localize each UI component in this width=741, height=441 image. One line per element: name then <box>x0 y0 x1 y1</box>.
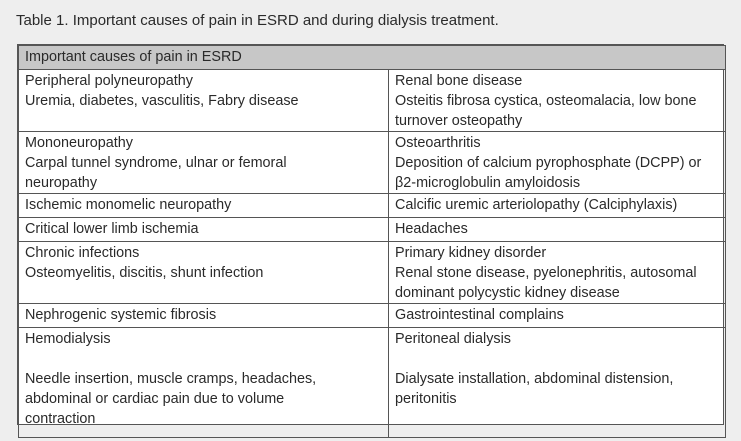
table-row <box>19 328 726 438</box>
cell-spacer <box>25 349 384 369</box>
cell-detail: peritonitis <box>395 391 457 407</box>
cell-heading: Gastrointestinal complains <box>395 307 564 323</box>
cell-heading: Mononeuropathy <box>25 135 134 151</box>
table-cell-right <box>389 242 726 304</box>
cell-detail: β2-microglobulin amyloidosis <box>395 175 581 191</box>
table-cell-right <box>389 304 726 328</box>
table-cell-right <box>389 132 726 194</box>
cell-detail: abdominal or cardiac pain due to volume <box>25 391 285 407</box>
table-grid <box>18 45 726 438</box>
table-cell-left <box>19 194 389 218</box>
table-cell-right <box>389 218 726 242</box>
table-header-text: Important causes of pain in ESRD <box>25 49 242 65</box>
table-row <box>19 304 726 328</box>
cell-heading: Peripheral polyneuropathy <box>25 73 194 89</box>
table-cell-left <box>19 242 389 304</box>
cell-spacer <box>395 349 721 369</box>
table-cell-left <box>19 304 389 328</box>
cell-detail: Carpal tunnel syndrome, ulnar or femoral <box>25 155 287 171</box>
table-row <box>19 194 726 218</box>
cell-heading: Hemodialysis <box>25 331 111 347</box>
table-caption: Table 1. Important causes of pain in ESRD and during dialysis treatment. <box>16 12 499 29</box>
cell-heading: Osteoarthritis <box>395 135 481 151</box>
table-cell-left <box>19 218 389 242</box>
cell-detail: Dialysate installation, abdominal distension, <box>395 371 674 387</box>
cell-detail: Renal stone disease, pyelonephritis, autosomal <box>395 265 697 281</box>
cell-detail: Uremia, diabetes, vasculitis, Fabry disease <box>25 93 299 109</box>
cell-detail: contraction <box>25 411 96 427</box>
cell-heading: Renal bone disease <box>395 73 523 89</box>
cell-heading: Nephrogenic systemic fibrosis <box>25 307 217 323</box>
table-cell-left <box>19 328 389 438</box>
cell-detail: neuropathy <box>25 175 98 191</box>
causes-table <box>17 44 724 425</box>
cell-detail: Osteitis fibrosa cystica, osteomalacia, low bone <box>395 93 697 109</box>
cell-detail: turnover osteopathy <box>395 113 523 129</box>
cell-heading: Critical lower limb ischemia <box>25 221 199 237</box>
cell-heading: Chronic infections <box>25 245 140 261</box>
cell-heading: Primary kidney disorder <box>395 245 547 261</box>
cell-detail: Needle insertion, muscle cramps, headaches, <box>25 371 317 387</box>
table-header-cell <box>19 46 726 70</box>
table-cell-left <box>19 70 389 132</box>
table-cell-right <box>389 70 726 132</box>
table-cell-right <box>389 194 726 218</box>
table-row <box>19 242 726 304</box>
cell-detail: Osteomyelitis, discitis, shunt infection <box>25 265 264 281</box>
table-cell-left <box>19 132 389 194</box>
cell-detail: Deposition of calcium pyrophosphate (DCPP) or <box>395 155 702 171</box>
table-row <box>19 70 726 132</box>
cell-heading: Headaches <box>395 221 468 237</box>
cell-heading: Calcific uremic arteriolopathy (Calciphylaxis) <box>395 197 678 213</box>
table-row <box>19 218 726 242</box>
cell-detail: dominant polycystic kidney disease <box>395 285 620 301</box>
table-header-row <box>19 46 726 70</box>
cell-heading: Ischemic monomelic neuropathy <box>25 197 232 213</box>
table-row <box>19 132 726 194</box>
cell-heading: Peritoneal dialysis <box>395 331 511 347</box>
table-cell-right <box>389 328 726 438</box>
